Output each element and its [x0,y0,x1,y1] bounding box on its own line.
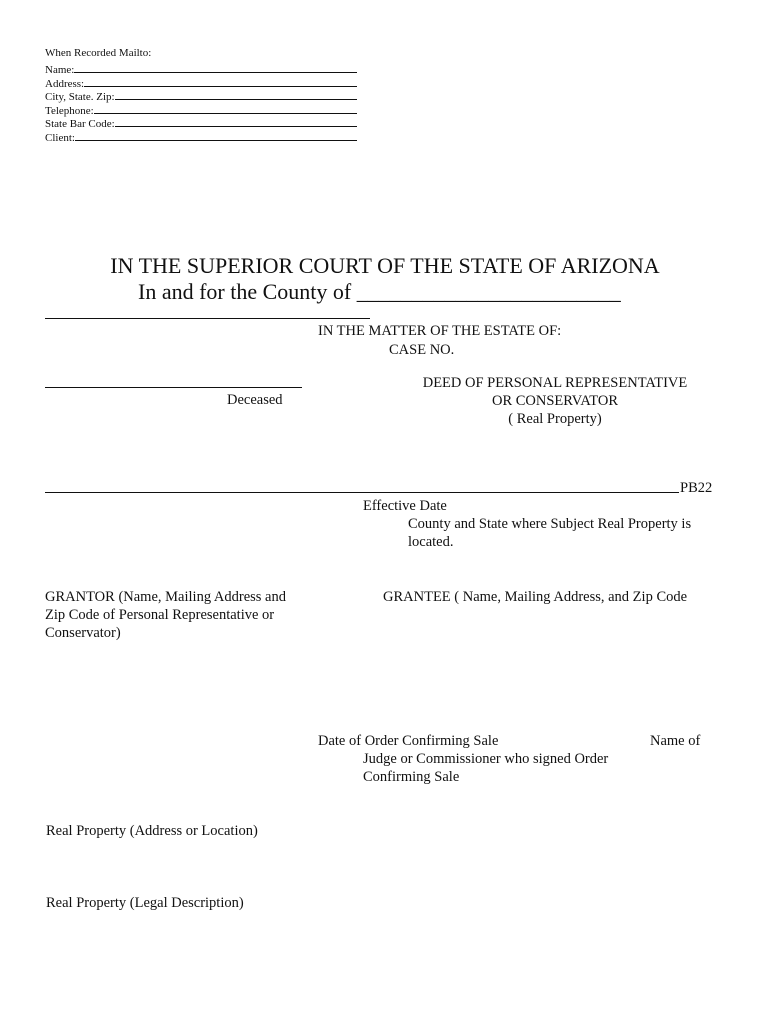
real-property-address-label: Real Property (Address or Location) [46,823,258,839]
deceased-name-line[interactable] [45,387,302,388]
mail-field-blank[interactable] [115,115,357,127]
caption-divider [45,318,370,319]
county-state-label: County and State where Subject Real Property is located. [408,516,692,550]
name-of-label: Name of [650,733,701,749]
deed-title-line1: DEED OF PERSONAL REPRESENTATIVE [422,375,688,391]
grantor-label: GRANTOR (Name, Mailing Address and Zip Code of Personal Representative or Conservator) [45,589,286,641]
estate-of-label: IN THE MATTER OF THE ESTATE OF: [318,323,562,339]
deed-title-line2: OR CONSERVATOR [491,393,619,409]
form-code: PB22 [680,480,713,496]
mail-field-blank[interactable] [115,88,357,100]
judge-label-line1: Judge or Commissioner who signed Order [363,751,609,767]
mail-field-blank[interactable] [94,102,357,114]
deceased-label: Deceased [227,392,283,408]
mail-to-heading: When Recorded Mailto: [45,47,152,59]
deed-title-line3: ( Real Property) [508,411,602,427]
court-title: IN THE SUPERIOR COURT OF THE STATE OF ARIZONA [110,253,660,278]
mail-field-label: Name: [45,64,75,76]
mail-field-label: State Bar Code: [45,118,115,131]
real-property-legal-label: Real Property (Legal Description) [46,895,244,911]
mail-field-row [45,129,357,146]
case-no-label: CASE NO. [389,342,455,358]
mail-field-blank[interactable] [74,61,357,73]
order-date-label: Date of Order Confirming Sale [318,733,499,749]
mail-field-label: Telephone: [45,104,94,117]
grantee-label: GRANTEE ( Name, Mailing Address, and Zip Code [383,589,688,605]
mail-field-label: City, State. Zip: [45,91,115,104]
mail-field-label: Client: [45,132,75,144]
effective-date-label: Effective Date [363,498,447,514]
mail-field-label: Address: [45,77,85,90]
mail-field-blank[interactable] [75,129,357,141]
mail-field-blank[interactable] [84,75,357,87]
judge-label-line2: Confirming Sale [363,769,460,785]
effective-date-line[interactable] [45,492,679,493]
county-line: In and for the County of ________________________ [138,279,621,304]
